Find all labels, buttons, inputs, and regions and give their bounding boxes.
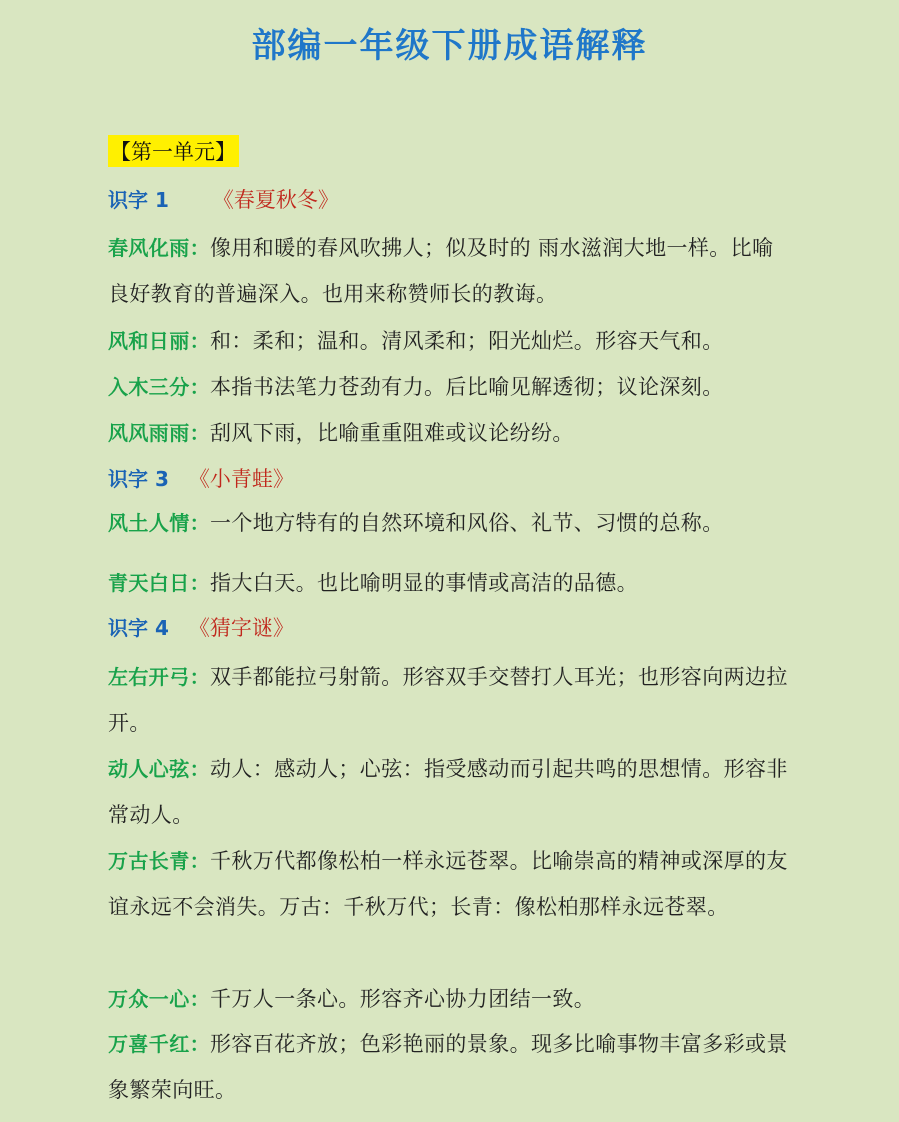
idiom-definition: 像用和暖的春风吹拂人；似及时的 雨水滋润大地一样。比喻良好教育的普遍深入。也用来称赞师长的教诲。	[108, 236, 774, 306]
idiom-entry	[108, 746, 788, 838]
idiom-term: 万喜千红：	[108, 1032, 210, 1056]
section-book-title: 《小青蛙》	[188, 467, 294, 491]
section-heading	[108, 184, 339, 214]
idiom-definition: 千万人一条心。形容齐心协力团结一致。	[210, 987, 596, 1011]
idiom-definition: 本指书法笔力苍劲有力。后比喻见解透彻；议论深刻。	[210, 375, 724, 399]
idiom-definition: 指大白天。也比喻明显的事情或高洁的品德。	[210, 571, 638, 595]
section-label: 识字 1	[108, 188, 169, 212]
idiom-term: 入木三分：	[108, 375, 210, 399]
idiom-entry	[108, 976, 788, 1022]
idiom-term: 动人心弦：	[108, 757, 210, 781]
section-label: 识字 3	[108, 467, 169, 491]
idiom-definition: 刮风下雨，比喻重重阻难或议论纷纷。	[210, 421, 574, 445]
idiom-term: 左右开弓：	[108, 665, 210, 689]
idiom-entry	[108, 654, 788, 746]
idiom-entry	[108, 1021, 788, 1113]
page-title: 部编一年级下册成语解释	[251, 26, 648, 66]
idiom-entry	[108, 560, 788, 606]
idiom-definition: 一个地方特有的自然环境和风俗、礼节、习惯的总称。	[210, 511, 724, 535]
idiom-definition: 千秋万代都像松柏一样永远苍翠。比喻崇高的精神或深厚的友谊永远不会消失。万古：千秋万代；长青：像松柏那样永远苍翠。	[108, 849, 788, 919]
section-heading	[108, 463, 294, 493]
idiom-entry	[108, 410, 788, 456]
idiom-entry	[108, 500, 788, 546]
idiom-term: 风风雨雨：	[108, 421, 210, 445]
section-heading	[108, 612, 294, 642]
section-book-title: 《春夏秋冬》	[212, 188, 339, 212]
section-book-title: 《猜字谜》	[188, 616, 294, 640]
section-label: 识字 4	[108, 616, 169, 640]
idiom-definition: 动人：感动人；心弦：指受感动而引起共鸣的思想情。形容非常动人。	[108, 757, 788, 827]
idiom-entry	[108, 364, 788, 410]
idiom-term: 万众一心：	[108, 987, 210, 1011]
idiom-definition: 和：柔和；温和。清风柔和；阳光灿烂。形容天气和。	[210, 329, 724, 353]
idiom-term: 风和日丽：	[108, 329, 210, 353]
idiom-term: 风土人情：	[108, 511, 210, 535]
idiom-term: 春风化雨：	[108, 236, 210, 260]
idiom-term: 万古长青：	[108, 849, 210, 873]
idiom-entry	[108, 225, 788, 317]
idiom-entry	[108, 838, 788, 930]
unit-heading: 【第一单元】	[108, 135, 239, 167]
idiom-term: 青天白日：	[108, 571, 210, 595]
idiom-entry	[108, 318, 788, 364]
idiom-definition: 双手都能拉弓射箭。形容双手交替打人耳光；也形容向两边拉开。	[108, 665, 788, 735]
idiom-definition: 形容百花齐放；色彩艳丽的景象。现多比喻事物丰富多彩或景象繁荣向旺。	[108, 1032, 788, 1102]
